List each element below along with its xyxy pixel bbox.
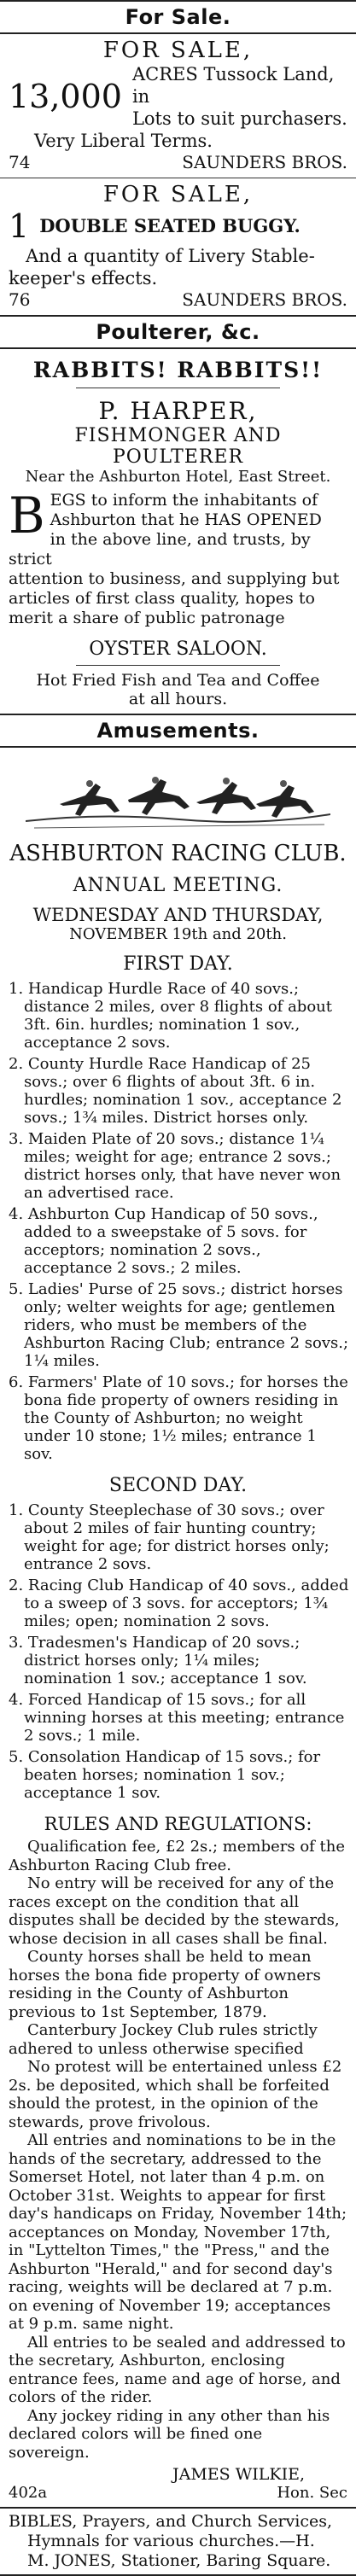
body-line: in the above line, and trusts, by strict	[9, 530, 311, 568]
rules-heading: RULES AND REGULATIONS:	[44, 1814, 312, 1834]
racehorse-illustration	[0, 748, 356, 837]
drop-cap: B	[9, 487, 45, 545]
race-entry: 2. County Hurdle Race Handicap of 25 sovs.; over 6 flights of about 3ft. 6 in. hurdles; nomination 1 sov., acceptance 2 sovs.; 1¾ miles. District horses only.	[9, 1055, 342, 1127]
race-entry: 4. Forced Handicap of 15 sovs.; for all winning horses at this meeting; entrance 2 sovs.; 1 mile.	[9, 1691, 345, 1745]
annual-meeting: ANNUAL MEETING.	[73, 875, 283, 896]
meeting-days: WEDNESDAY AND THURSDAY,	[32, 905, 324, 925]
ad-line: M. JONES, Stationer, Baring Square.	[27, 2551, 331, 2570]
ad-heading: FOR SALE,	[102, 38, 254, 63]
rule-paragraph: County horses shall be held to mean horses the bona fide property of owners residing in the County of Ashburton previous to 1st September, 1879.	[9, 1948, 321, 2021]
fish-line: at all hours.	[128, 690, 228, 708]
ad-line: BIBLES, Prayers, and Church Services,	[9, 2512, 333, 2531]
body-line: articles of first class quality, hopes to	[9, 589, 315, 608]
rule-paragraph: Canterbury Jockey Club rules strictly adhered to unless otherwise specified	[9, 2021, 318, 2058]
race-entry: 4. Ashburton Cup Handicap of 50 sovs., added to a sweepstake of 5 sovs. for acceptors; nomination 2 sovs., acceptance 2 sovs.; 2 miles.	[9, 1205, 318, 1277]
merchant-location: Near the Ashburton Hotel, East Street.	[25, 468, 331, 486]
rules-body	[0, 1838, 356, 2462]
fish-line: Hot Fried Fish and Tea and Coffee	[36, 671, 320, 690]
merchant-name: P. HARPER,	[98, 397, 258, 425]
second-day-heading: SECOND DAY.	[108, 1475, 248, 1496]
race-entry: 5. Consolation Handicap of 15 sovs.; for beaten horses; nomination 1 sov.; acceptance 1 sov.	[9, 1748, 321, 1802]
race-entry: 5. Ladies' Purse of 25 sovs.; district horses only; welter weights for age; gentlemen riders, who must be members of the Ashburton Racing Club; entrance 2 sovs.; 1¼ miles.	[9, 1280, 349, 1370]
divider	[76, 665, 279, 666]
ad-line: Lots to suit purchasers.	[131, 108, 347, 129]
body-line: merit a share of public patronage	[9, 609, 285, 627]
rule-paragraph: No protest will be entertained unless £2 2s. be deposited, which shall be forfeited should the protest, in the opinion of the stewards, prove frivolous.	[9, 2058, 342, 2131]
poulterer-header: Poulterer, &c.	[96, 320, 260, 344]
club-title: ASHBURTON RACING CLUB.	[9, 841, 347, 866]
rule-paragraph: All entries to be sealed and addressed to the secretary, Ashburton, enclosing entrance fees, name and age of horse, and colors of the rider.	[9, 2333, 346, 2406]
merchant-trade: FISHMONGER AND POULTERER	[74, 425, 282, 468]
ad-firm: SAUNDERS BROS.	[182, 152, 347, 172]
ad-line: ACRES Tussock Land, in	[131, 64, 335, 107]
meeting-date: NOVEMBER 19th and 20th.	[69, 925, 287, 943]
oyster-saloon: OYSTER SALOON.	[89, 638, 267, 660]
ad-ref: 74	[9, 152, 31, 172]
ad-line: Hymnals for various churches.—H.	[27, 2532, 315, 2550]
rule-paragraph: No entry will be received for any of the races except on the condition that all disputes shall be decided by the stewards, whose decision in all cases shall be final.	[9, 1874, 340, 1948]
ad-number: 13,000	[9, 78, 122, 115]
first-day-races	[0, 980, 356, 1463]
ad-heading: FOR SALE,	[102, 182, 254, 207]
ad-line: And a quantity of Livery Stable-	[26, 246, 315, 266]
ad-line: DOUBLE SEATED BUGGY.	[39, 215, 301, 236]
ad-ref: 402a	[9, 2484, 48, 2502]
rule-paragraph: Qualification fee, £2 2s.; members of the Ashburton Racing Club free.	[9, 1838, 346, 1874]
rule-paragraph: Any jockey riding in any other than his declared colors will be fined one sovereign.	[9, 2406, 330, 2462]
race-entry: 1. Handicap Hurdle Race of 40 sovs.; distance 2 miles, over 8 flights of about 3ft. 6in. hurdles; nomination 1 sov., acceptance 2 sovs.	[9, 980, 332, 1052]
race-entry: 3. Tradesmen's Handicap of 20 sovs.; district horses only; 1¼ miles; nomination 1 sov.; acceptance 1 sov.	[9, 1634, 307, 1687]
race-entry: 2. Racing Club Handicap of 40 sovs., added to a sweep of 3 sovs. for acceptors; 1¾ miles; open; nomination 2 sovs.	[9, 1576, 349, 1630]
body-line: Ashburton that he HAS OPENED	[50, 510, 322, 529]
ad-ref: 76	[9, 289, 31, 310]
bibles-ad	[0, 2509, 356, 2574]
amusements-header: Amusements.	[96, 719, 260, 743]
ad-number: 1	[9, 207, 30, 245]
race-entry: 6. Farmers' Plate of 10 sovs.; for horses the bona fide property of owners residing in the County of Ashburton; no weight under 10 stone; 1½ miles; entrance 1 sov.	[9, 1373, 348, 1463]
harper-ad	[0, 349, 356, 714]
land-ad	[0, 34, 356, 178]
rule-paragraph: All entries and nominations to be in the hands of the secretary, addressed to the Somerset Hotel, not later than 4 p.m. on October 31st. Weights to appear for first day's handicaps on Friday, November 14th; acceptances on Monday, November 17th, in "Lyttelton Times," the "Press," and the Ashburton "Herald," and for second day's racing, weights will be declared at 7 p.m. on evening of November 19; acceptances at 9 p.m. same night.	[9, 2131, 347, 2333]
race-entry: 1. County Steeplechase of 30 sovs.; over about 2 miles of fair hunting country; weight for age; for district horses only; entrance 2 sovs.	[9, 1501, 330, 1573]
body-line: EGS to inform the inhabitants of	[50, 491, 318, 510]
second-day-races	[0, 1501, 356, 1802]
body-line: attention to business, and supplying but	[9, 569, 340, 588]
for-sale-header: For Sale.	[125, 5, 231, 29]
first-day-heading: FIRST DAY.	[123, 953, 233, 975]
buggy-ad	[0, 178, 356, 315]
rabbits-heading: RABBITS! RABBITS!!	[32, 358, 324, 382]
race-entry: 3. Maiden Plate of 20 sovs.; distance 1¼ miles; weight for age; entrance 2 sovs.; district horses only, that have never won an advertised race.	[9, 1130, 341, 1202]
ad-terms: Very Liberal Terms.	[34, 131, 213, 151]
ad-firm: SAUNDERS BROS.	[182, 289, 347, 310]
ad-line: keeper's effects.	[9, 268, 158, 288]
signature: JAMES WILKIE,	[172, 2465, 305, 2484]
signature-title: Hon. Sec	[277, 2484, 347, 2502]
